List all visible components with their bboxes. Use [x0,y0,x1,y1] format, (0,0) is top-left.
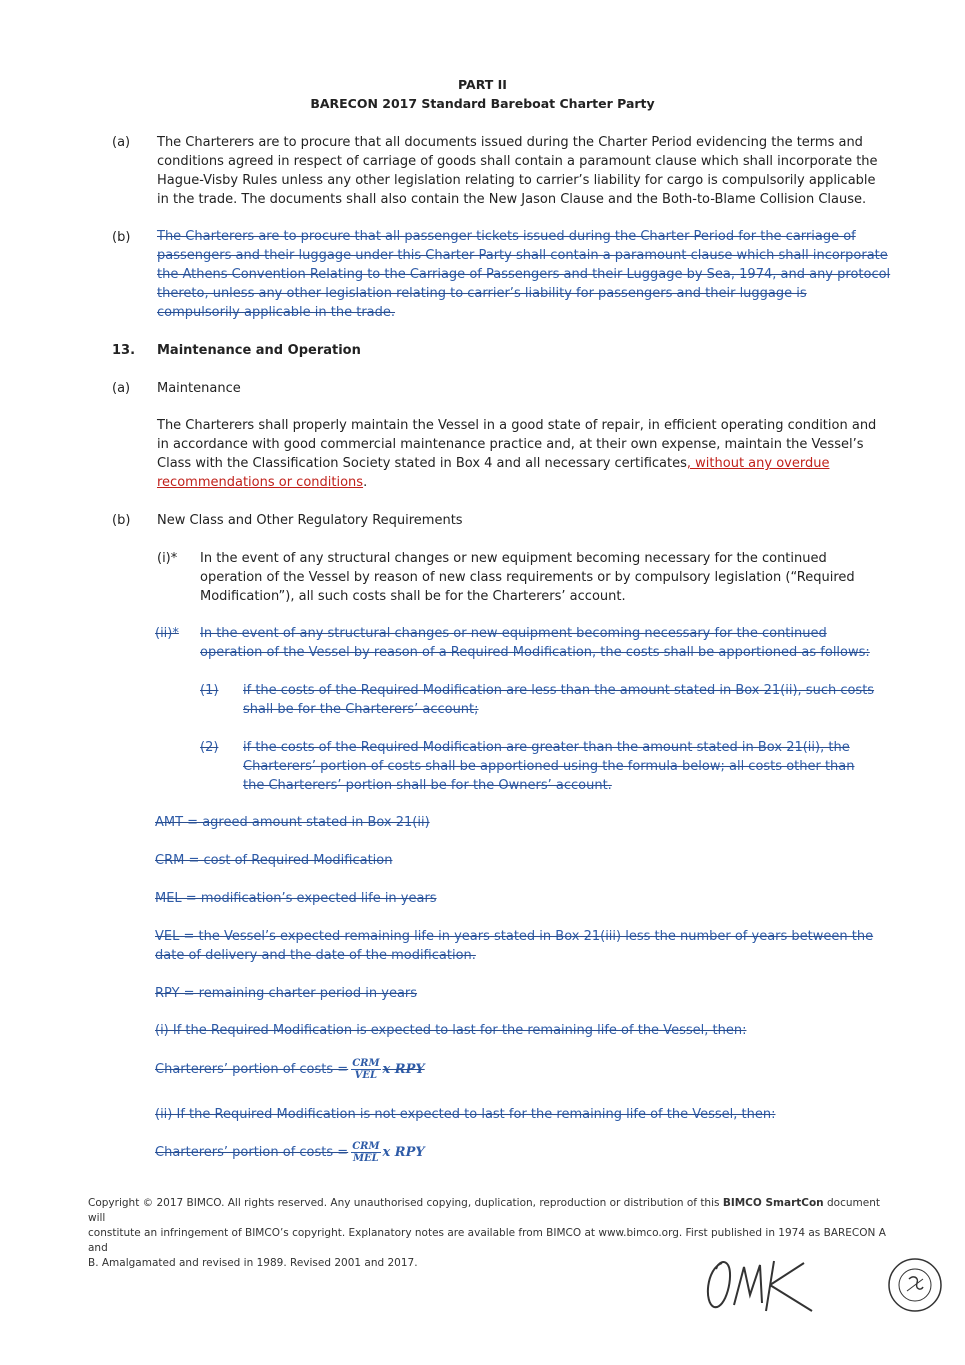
added-text: recommendations or conditions [157,475,364,490]
section-13a-title: Maintenance [157,381,241,396]
clause-b-struck-line: compulsorily applicable in the trade. [157,305,396,320]
definition-mel: MEL = modification’s expected life in years [155,891,437,906]
sub-ii-struck-line: In the event of any structural changes or new equipment becoming necessary for the continued [200,626,827,641]
item-1-struck-line: shall be for the Charterers’ account; [243,702,479,717]
maintenance-line: recommendations or conditions. [157,475,368,490]
clause-a-line: Hague-Visby Rules unless any other legislation relating to carrier’s liability for cargo is compulsorily applicable [157,173,876,188]
added-text: , without any overdue [686,456,830,471]
item-2-label: (2) [200,740,219,755]
clause-b-struck-line: The Charterers are to procure that all passenger tickets issued during the Charter Period for the carriage of [157,229,856,244]
sub-i-line: Modification”), all such costs shall be for the Charterers’ account. [200,589,626,604]
case-i-text: (i) If the Required Modification is expected to last for the remaining life of the Vessel, then: [155,1023,747,1038]
section-13a-label: (a) [112,381,131,396]
document-title: BARECON 2017 Standard Bareboat Charter Party [310,96,655,111]
section-13b-label: (b) [112,513,131,528]
clause-b-struck-line: passengers and their luggage under this Charter Party shall contain a paramount clause which shall incorporate [157,248,888,263]
clause-b-struck-line: the Athens Convention Relating to the Carriage of Passengers and their Luggage by Sea, 1974, and any protocol [157,267,891,282]
item-1-struck-line: if the costs of the Required Modification are less than the amount stated in Box 21(ii), such costs [243,683,875,698]
definition-crm: CRM = cost of Required Modification [155,853,393,868]
sub-i-line: operation of the Vessel by reason of new class requirements or by compulsory legislation (“Required [200,570,855,585]
company-stamp-icon [885,1255,945,1315]
formula-2: Charterers’ portion of costs = $\frac{\text{CRM}}{\text{MEL}}$ x RPY [155,1141,425,1164]
sub-ii-struck-line: operation of the Vessel by reason of a Required Modification, the costs shall be apportioned as follows: [200,645,870,660]
sub-i-line: In the event of any structural changes or new equipment becoming necessary for the continued [200,551,827,566]
maintenance-line: in accordance with good commercial maintenance practice and, at their own expense, maintain the Vessel’s [157,437,864,452]
maintenance-line: Class with the Classification Society stated in Box 4 and all necessary certificates, without any overdue [157,456,830,471]
item-2-struck-line: if the costs of the Required Modification are greater than the amount stated in Box 21(ii), the [243,740,850,755]
definition-rpy: RPY = remaining charter period in years [155,986,418,1001]
case-ii-text: (ii) If the Required Modification is not expected to last for the remaining life of the Vessel, then: [155,1107,776,1122]
clause-b-struck-line: thereto, unless any other legislation relating to carrier’s liability for passengers and their luggage is [157,286,807,301]
signature-mark [700,1255,830,1315]
clause-a-line: conditions agreed in respect of carriage of goods shall contain a paramount clause which shall incorporate the [157,154,878,169]
clause-b-label: (b) [112,230,131,245]
section-13b-title: New Class and Other Regulatory Requirements [157,513,463,528]
copyright-footer: Copyright © 2017 BIMCO. All rights reserved. Any unauthorised copying, duplication, reproduction or distribution of this BIMCO SmartCon document will constitute an infringement of BIMCO’s copyright. Explanatory notes are available from BIMCO at www.bimco.org. First published in 1974 as BARECON A and B. Amalgamated and revised in 1989. Revised 2001 and 2017. [88,1197,886,1269]
part-heading: PART II [458,77,507,92]
item-1-label: (1) [200,683,219,698]
sub-ii-label: (ii)* [155,626,179,641]
clause-a-label: (a) [112,135,131,150]
maintenance-line: The Charterers shall properly maintain the Vessel in a good state of repair, in efficient operating condition and [157,418,877,433]
formula-1: Charterers’ portion of costs = $\frac{\text{CRM}}{\text{VEL}}$ x RPY [155,1058,425,1081]
section-13-title: Maintenance and Operation [157,343,361,358]
item-2-struck-line: the Charterers’ portion shall be for the Owners’ account. [243,778,612,793]
sub-i-label: (i)* [157,551,178,566]
clause-a-line: in the trade. The documents shall also contain the New Jason Clause and the Both-to-Blame Collision Clause. [157,192,867,207]
section-13-number: 13. [112,343,136,358]
definition-vel: date of delivery and the date of the modification. [155,948,476,963]
definition-vel: VEL = the Vessel’s expected remaining life in years stated in Box 21(iii) less the number of years between the [155,929,874,944]
item-2-struck-line: Charterers’ portion of costs shall be apportioned using the formula below; all costs other than [243,759,855,774]
clause-a-line: The Charterers are to procure that all documents issued during the Charter Period evidencing the terms and [157,135,863,150]
definition-amt: AMT = agreed amount stated in Box 21(ii) [155,815,430,830]
